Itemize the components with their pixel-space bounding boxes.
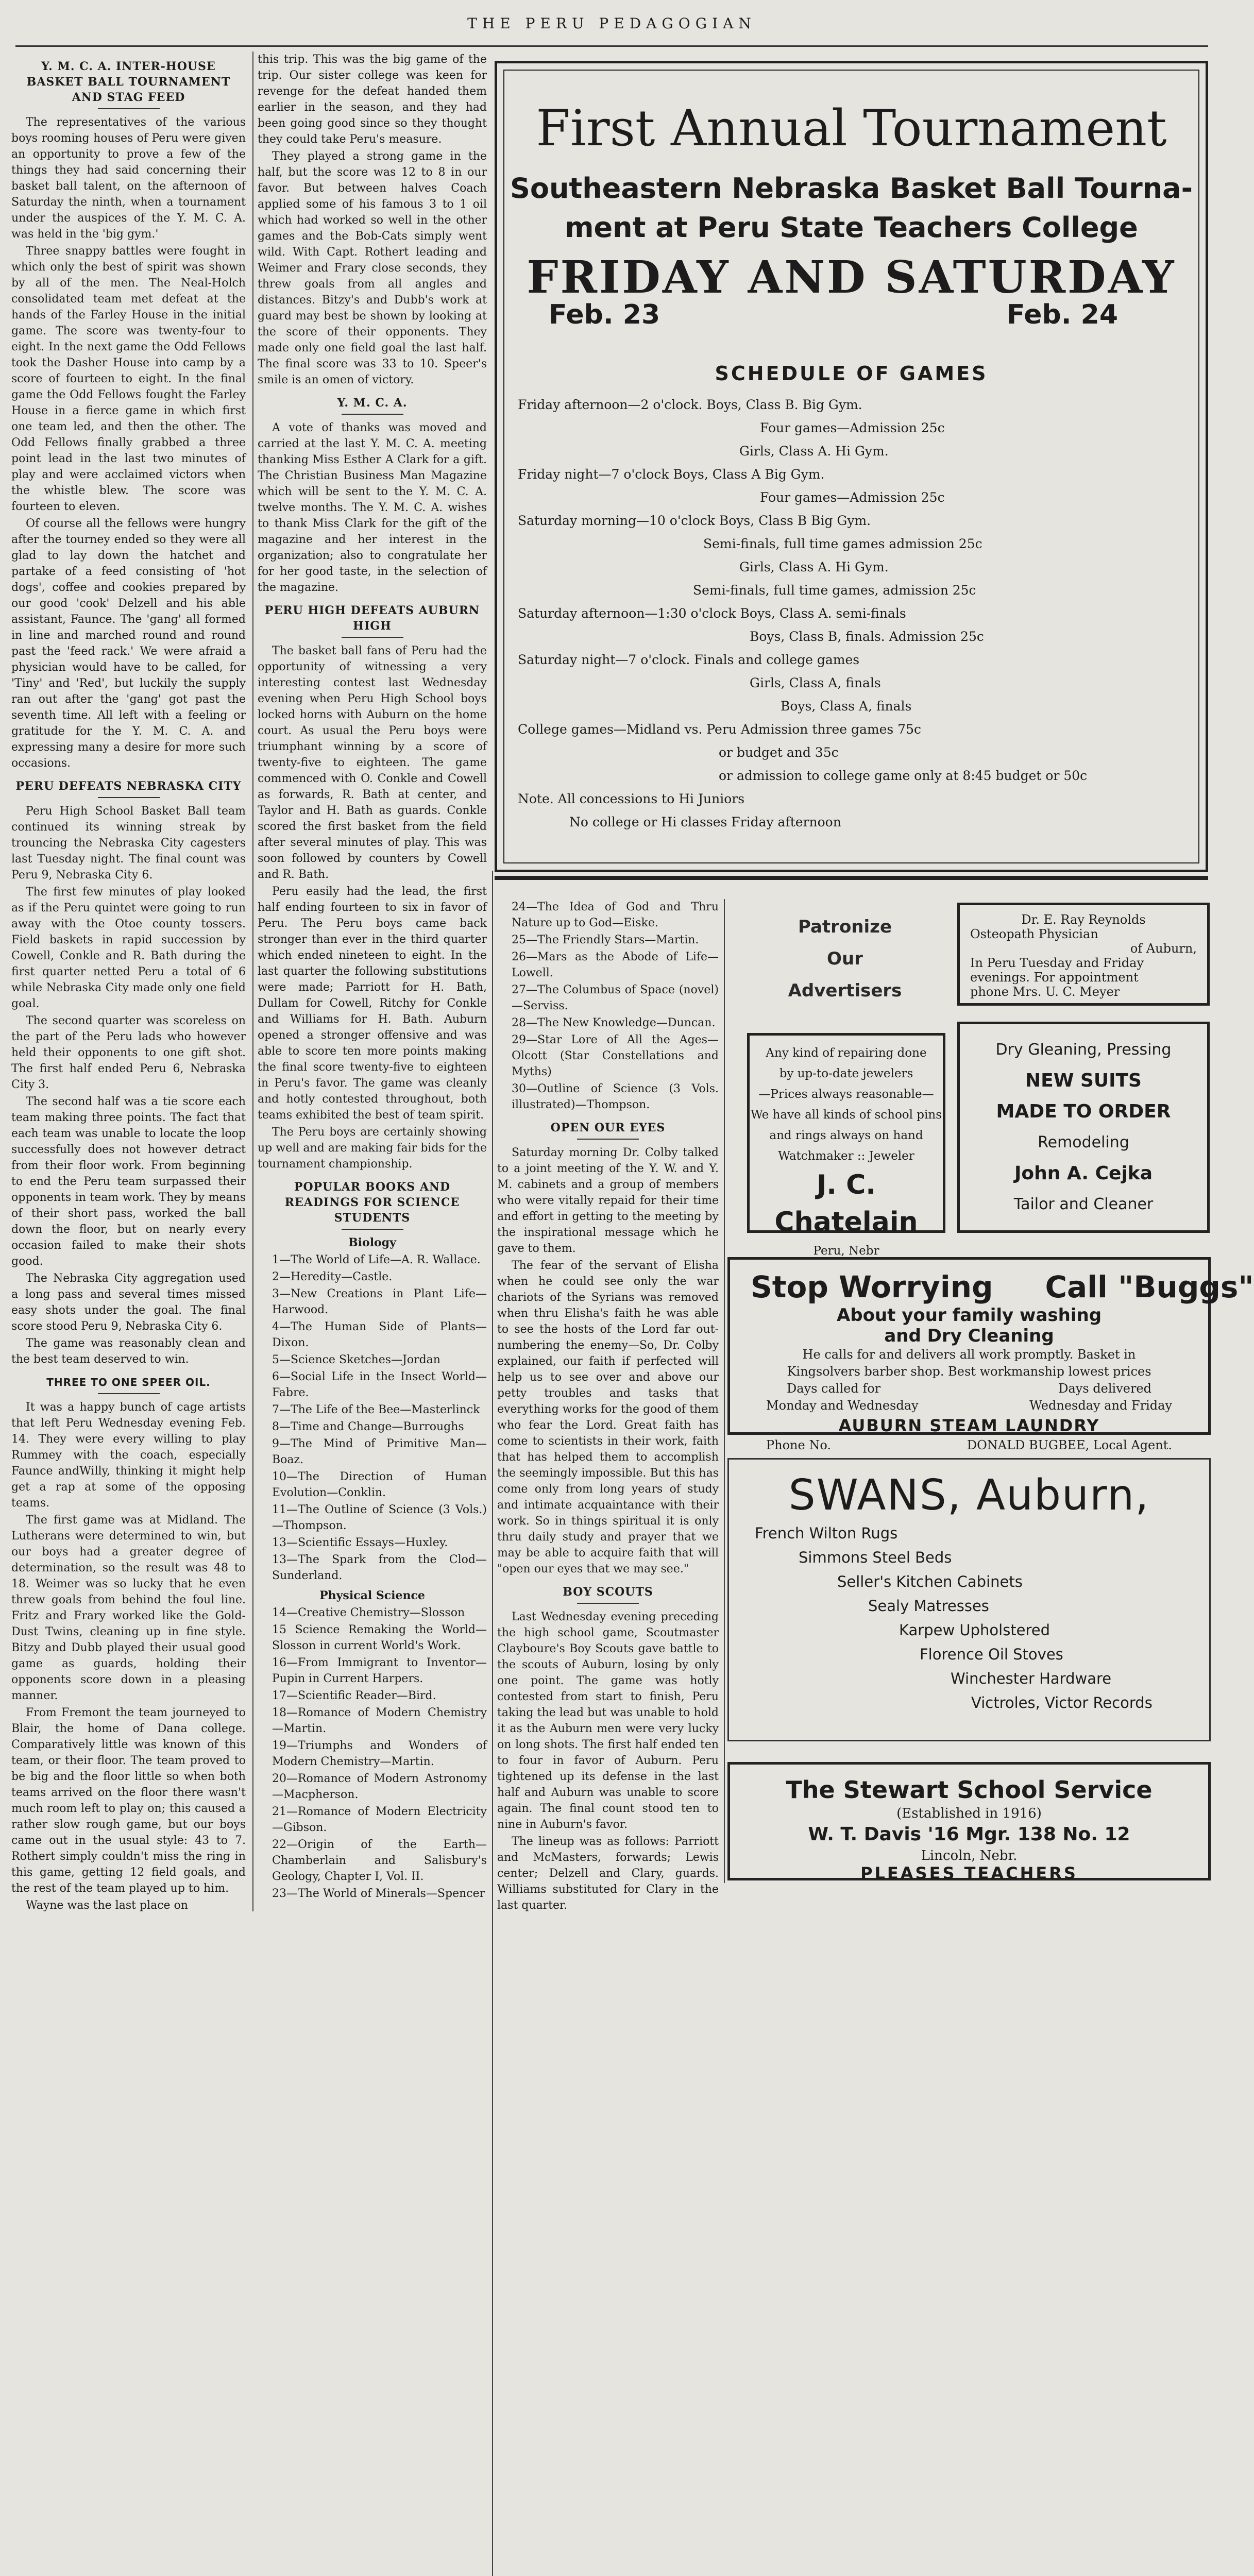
buggs-laundry-ad — [727, 1257, 1254, 1452]
ad-line: Wednesday and Friday — [1029, 1398, 1172, 1413]
schedule-line: Saturday afternoon—1:30 o'clock Boys, Class A. semi-finals — [518, 606, 906, 621]
schedule-line: Saturday morning—10 o'clock Boys, Class B Big Gym. — [518, 513, 871, 528]
column-rule — [252, 52, 253, 1911]
patronize-line: Patronize — [798, 917, 892, 937]
divider — [98, 108, 160, 109]
book-item: 24—The Idea of God and Thru Nature up to God—Eiske. — [512, 901, 719, 929]
divider — [342, 1229, 403, 1230]
ad-line: Dry Gleaning, Pressing — [995, 1041, 1172, 1059]
ad-line: Kingsolvers barber shop. Best workmanship lowest prices — [787, 1364, 1151, 1379]
schedule-line: Semi-finals, full time games, admission 25c — [693, 583, 976, 598]
swans-item: Seller's Kitchen Cabinets — [837, 1573, 1023, 1590]
swans-item: Florence Oil Stoves — [920, 1646, 1063, 1663]
schedule-list — [518, 393, 1195, 834]
ad-line: Remodeling — [1038, 1133, 1129, 1151]
stewart-title: The Stewart School Service — [786, 1776, 1153, 1804]
divider — [342, 637, 403, 638]
book-item: 7—The Life of the Bee—Masterlinck — [272, 1403, 480, 1416]
ad-line: W. T. Davis '16 Mgr. 138 No. 12 — [808, 1824, 1130, 1845]
tournament-announcement — [495, 61, 1208, 872]
ad-line: evenings. For appointment — [970, 970, 1139, 985]
schedule-line: Saturday night—7 o'clock. Finals and college games — [518, 652, 860, 667]
article-paragraph: Saturday morning Dr. Colby talked to a joint meeting of the Y. W. and Y. M. cabinets and a group of members who were vitally repaid for their time and effort in getting to the meeting by the inspirational message which he gave to them. — [497, 1146, 719, 1255]
buggs-headline: Stop Worrying Call "Buggs" — [751, 1269, 1254, 1304]
stewart-ad — [727, 1762, 1211, 1883]
book-item: 28—The New Knowledge—Duncan. — [512, 1016, 716, 1029]
article-paragraph: It was a happy bunch of cage artists that left Peru Wednesday evening Feb. 14. They were every willing to play Rummey with the coach, especially Faunce andWilly, thinking it might help get a rap at some of the opposing teams. — [11, 1401, 246, 1510]
ad-line: (Established in 1916) — [896, 1806, 1042, 1821]
article-paragraph: The game was reasonably clean and the best team deserved to win. — [11, 1337, 246, 1366]
book-item: 14—Creative Chemistry—Slosson — [272, 1606, 465, 1619]
ad-line: —Prices always reasonable— — [758, 1088, 934, 1101]
column-2 — [258, 52, 487, 1922]
patronize-line: Our — [827, 948, 863, 969]
divider — [342, 414, 403, 415]
book-item: 19—Triumphs and Wonders of Modern Chemistry—Martin. — [272, 1739, 487, 1768]
book-item: 1—The World of Life—A. R. Wallace. — [272, 1253, 481, 1266]
ad-line: DONALD BUGBEE, Local Agent. — [967, 1438, 1172, 1452]
ad-line: phone Mrs. U. C. Meyer — [970, 985, 1120, 999]
book-item: 3—New Creations in Plant Life—Harwood. — [272, 1287, 487, 1316]
schedule-line: College games—Midland vs. Peru Admission three games 75c — [518, 722, 921, 737]
article-paragraph: They played a strong game in the half, but the score was 12 to 8 in our favor. But between halves Coach applied some of his famous 3 to 1 oil which had worked so well in the other games and the Bob-Cats simply went wild. With Capt. Rothert leading and Weimer and Frary close seconds, they threw goals from all angles and distances. Bitzy's and Dubb's work at guard may best be shown by looking at the score of their opponents. They made only one field goal the last half. The final score was 33 to 10. Speer's smile is an omen of victory. — [258, 150, 487, 386]
schedule-line: Girls, Class A. Hi Gym. — [739, 444, 889, 459]
tournament-date: Feb. 23 — [549, 299, 660, 330]
article-paragraph: Peru High School Basket Ball team continued its winning streak by trouncing the Nebraska City cagesters last Tuesday night. The final count was Peru 9, Nebraska City 6. — [11, 805, 246, 882]
schedule-line: Girls, Class A, finals — [750, 675, 881, 690]
schedule-heading: SCHEDULE OF GAMES — [715, 362, 988, 385]
tournament-subtitle-line: ment at Peru State Teachers College — [565, 211, 1138, 244]
chatelain-name: J. C. Chatelain — [774, 1170, 918, 1238]
article-paragraph: Peru easily had the lead, the first half ending fourteen to six in favor of Peru. The Peru boys came back stronger than ever in the third quarter which ended nineteen to eight. In the last quarter the following substitutions were made; Parriott for H. Bath, Dullam for Cowell, Ritchy for Conkle and Williams for H. Bath. Auburn opened a stronger offensive and was able to score ten more points making the final score twenty-five to eighteen in Peru's favor. The game was cleanly and hotly contested throughout, both teams exhibited the best of team spirit. — [258, 885, 487, 1122]
schedule-line: Note. All concessions to Hi Juniors — [518, 791, 745, 806]
schedule-line: Boys, Class B, finals. Admission 25c — [750, 629, 984, 644]
article-paragraph: Last Wednesday evening preceding the high school game, Scoutmaster Clayboure's Boy Scouts gave battle to the scouts of Auburn, losing by only one point. The game was hotly contested from start to finish, Peru taking the lead but was unable to hold it as the Auburn men were very lucky on long shots. The first half ended ten to four in favor of Auburn. Peru tightened up its defense in the last half and Auburn was unable to score again. The final count stood ten to nine in Auburn's favor. — [497, 1611, 719, 1831]
swans-item: French Wilton Rugs — [755, 1524, 898, 1542]
ad-line: and rings always on hand — [769, 1129, 923, 1142]
ad-line: Osteopath Physician — [970, 927, 1098, 941]
auburn-headline: PERU HIGH DEFEATS AUBURN HIGH — [264, 604, 480, 633]
ad-line: About your family washing — [836, 1305, 1102, 1326]
ad-line: PLEASES TEACHERS — [860, 1863, 1078, 1883]
article-paragraph: The lineup was as follows: Parriott and McMasters, forwards; Lewis center; Delzell and Clary, guards. Williams substituted for Clary in the last quarter. — [497, 1835, 719, 1912]
book-item: 15 Science Remaking the World—Slosson in current World's Work. — [272, 1623, 487, 1652]
ymca-tournament-headline: Y. M. C. A. INTER-HOUSE BASKET BALL TOURNAMENT AND STAG FEED — [26, 60, 231, 104]
ad-line: and Dry Cleaning — [884, 1326, 1054, 1346]
schedule-line: or budget and 35c — [719, 745, 839, 760]
ad-line: In Peru Tuesday and Friday — [970, 956, 1144, 970]
article-paragraph: The second quarter was scoreless on the part of the Peru lads who however held their opponents to one gift shot. The first half ended Peru 6, Nebraska City 3. — [11, 1014, 246, 1091]
divider — [98, 797, 160, 798]
laundry-name: AUBURN STEAM LAUNDRY — [838, 1416, 1100, 1435]
schedule-line: Boys, Class A, finals — [781, 699, 912, 714]
article-paragraph: The first game was at Midland. The Lutherans were determined to win, but our boys had a greater degree of determination, so the result was 48 to 18. Weimer was so lucky that he even threw goals from behind the foul line. Fritz and Frary worked like the Gold-Dust Twins, cleaning up in fine style. Bitzy and Dubb played their usual good game as guards, holding their opponents score down in a pleasing manner. — [11, 1514, 246, 1702]
schedule-line: Four games—Admission 25c — [760, 420, 945, 435]
book-item: 6—Social Life in the Insect World—Fabre. — [272, 1370, 487, 1399]
article-paragraph: From Fremont the team journeyed to Blair, the home of Dana college. Comparatively little was known of this team, or their floor. The team proved to be big and the floor little so when both teams arrived on the floor there wasn't much room left to play on; this caused a rather slow rough game, but our boys came out in the usual style: 43 to 7. Rothert simply couldn't miss the ring in this game, getting 12 field goals, and the rest of the team played up to him. — [11, 1706, 246, 1895]
tournament-subtitle-line: Southeastern Nebraska Basket Ball Tourna- — [510, 172, 1193, 205]
schedule-line: Friday night—7 o'clock Boys, Class A Big Gym. — [518, 467, 825, 482]
article-paragraph: The Nebraska City aggregation used a long pass and several times missed easy shots under the goal. The final score stood Peru 9, Nebraska City 6. — [11, 1272, 246, 1333]
divider — [98, 1393, 160, 1394]
article-paragraph: The representatives of the various boys rooming houses of Peru were given an opportunity to prove a few of the things they had said concerning their basket ball talent, on the afternoon of Saturday the ninth, when a tournament under the auspices of the Y. M. C. A. was held in the 'big gym.' — [11, 116, 246, 241]
ad-line: Tailor and Cleaner — [1013, 1195, 1154, 1213]
schedule-line: or admission to college game only at 8:45 budget or 50c — [719, 768, 1088, 783]
swans-item: Simmons Steel Beds — [799, 1549, 952, 1566]
ad-line: NEW SUITS — [1025, 1070, 1142, 1091]
ymca-headline: Y. M. C. A. — [337, 396, 408, 410]
ad-line: Peru, Nebr — [813, 1244, 879, 1258]
book-item: 18—Romance of Modern Chemistry—Martin. — [272, 1706, 487, 1735]
ad-line: Monday and Wednesday — [766, 1398, 919, 1413]
cejka-name: John A. Cejka — [1014, 1163, 1153, 1184]
swans-item: Karpew Upholstered — [899, 1621, 1050, 1639]
books-headline: POPULAR BOOKS AND READINGS FOR SCIENCE STUDENTS — [284, 1180, 460, 1225]
book-item: 20—Romance of Modern Astronomy—Macpherson. — [272, 1772, 487, 1801]
ad-row — [751, 1380, 1188, 1397]
ad-line: Days delivered — [1058, 1381, 1151, 1396]
reynolds-ad — [957, 903, 1210, 1006]
ad-line: MADE TO ORDER — [996, 1101, 1171, 1122]
article-paragraph: this trip. This was the big game of the trip. Our sister college was keen for revenge for the defeat handed them earlier in the season, and they had been going good since so they thought they could take Peru's measure. — [258, 53, 487, 146]
tournament-days: FRIDAY AND SATURDAY — [527, 251, 1176, 303]
ad-line: We have all kinds of school pins — [750, 1108, 942, 1122]
column-rule — [724, 899, 725, 1883]
swans-item: Sealy Matresses — [868, 1597, 989, 1615]
masthead-rule — [15, 45, 1208, 47]
book-item: 5—Science Sketches—Jordan — [272, 1353, 440, 1366]
nebraska-city-headline: PERU DEFEATS NEBRASKA CITY — [15, 779, 242, 793]
article-paragraph: The basket ball fans of Peru had the opportunity of witnessing a very interesting contest last Wednesday evening when Peru High School boys locked horns with Auburn on the home court. As usual the Peru boys were triumphant winning by a score of twenty-five to eighteen. The game commenced with O. Conkle and Cowell as forwards, R. Bath at center, and Taylor and H. Bath as guards. Conkle scored the first basket from the field after several minutes of play. This was soon followed by counters by Cowell and R. Bath. — [258, 645, 487, 881]
article-paragraph: The second half was a tie score each team making three points. The fact that each team was unable to locate the loop successfully does not however detract from their floor work. From beginning to end the Peru team surpassed their opponents in team work. They by means of their short pass, worked the ball down the floor, but on nearly every occasion failed to make their shots good. — [11, 1095, 246, 1268]
tournament-title: First Annual Tournament — [536, 99, 1167, 157]
speer-oil-headline: THREE TO ONE SPEER OIL. — [46, 1376, 211, 1388]
swans-title: SWANS, Auburn, — [788, 1471, 1150, 1520]
book-item: 27—The Columbus of Space (novel)—Serviss. — [512, 984, 719, 1012]
biology-subhead: Biology — [348, 1236, 396, 1249]
ad-row — [751, 1437, 1188, 1454]
article-paragraph: The fear of the servant of Elisha when he could see only the war chariots of the Syrians was removed when thru Elisha's faith he was able to see the hosts of the Lord far out-numbering the enemy—So, Dr. Colby explained, our faith if perfected will help us to see over and above our petty troubles and tasks that everything works for the good of them who fear the Lord. Great faith has come to scientists in their work, faith that has helped them to accomplish the seemingly impossible. But this has come only from long years of study and intimate acquaintance with their work. So in things spiritual it is only thru daily study and prayer that we may be able to acquire faith that will "open our eyes that we may see." — [497, 1259, 719, 1575]
ad-line: Lincoln, Nebr. — [921, 1848, 1018, 1863]
book-item: 13—Scientific Essays—Huxley. — [272, 1536, 448, 1549]
book-item: 11—The Outline of Science (3 Vols.)—Thompson. — [272, 1503, 487, 1532]
patronize-ad — [747, 903, 943, 1031]
schedule-line: Semi-finals, full time games admission 25c — [703, 536, 982, 551]
schedule-line: Four games—Admission 25c — [760, 490, 945, 505]
book-item: 29—Star Lore of All the Ages—Olcott (Star Constellations and Myths) — [512, 1033, 719, 1078]
book-item: 22—Origin of the Earth—Chamberlain and Salisbury's Geology, Chapter I, Vol. II. — [272, 1838, 487, 1883]
ad-line: Phone No. — [766, 1438, 831, 1452]
book-item: 30—Outline of Science (3 Vols. illustrated)—Thompson. — [512, 1082, 719, 1111]
article-paragraph: A vote of thanks was moved and carried at the last Y. M. C. A. meeting thanking Miss Esther A Clark for a gift. The Christian Business Man Magazine which will be sent to the Y. M. C. A. twelve months. The Y. M. C. A. wishes to thank Miss Clark for the gift of the magazine and her interest in the organization; also to congratulate her for her good taste, in the selection of the magazine. — [258, 421, 487, 594]
column-1 — [11, 52, 246, 1922]
swans-item: Victroles, Victor Records — [971, 1694, 1153, 1711]
ad-line: by up-to-date jewelers — [779, 1067, 913, 1080]
masthead: THE PERU PEDAGOGIAN — [467, 15, 756, 32]
swans-ad — [727, 1458, 1211, 1741]
schedule-line: No college or Hi classes Friday afternoon — [569, 815, 841, 829]
ad-line: He calls for and delivers all work promptly. Basket in — [802, 1347, 1136, 1362]
book-item: 13—The Spark from the Clod—Sunderland. — [272, 1553, 487, 1582]
tournament-subtitle — [497, 169, 1206, 247]
chatelain-ad — [747, 1033, 945, 1258]
book-item: 23—The World of Minerals—Spencer — [272, 1887, 485, 1900]
divider — [577, 1139, 639, 1140]
book-item: 9—The Mind of Primitive Man—Boaz. — [272, 1437, 487, 1466]
article-paragraph: The Peru boys are certainly showing up well and are making fair bids for the tournament championship. — [258, 1126, 487, 1171]
article-paragraph: Wayne was the last place on — [26, 1899, 188, 1912]
column-3 — [497, 899, 719, 1912]
ad-row — [751, 1397, 1188, 1414]
book-item: 10—The Direction of Human Evolution—Conklin. — [272, 1470, 487, 1499]
ad-line: Watchmaker :: Jeweler — [778, 1149, 914, 1163]
ad-line: Days called for — [787, 1381, 881, 1396]
physical-science-subhead: Physical Science — [319, 1589, 425, 1602]
ad-line: of Auburn, — [1130, 941, 1197, 956]
book-item: 16—From Immigrant to Inventor—Pupin in Current Harpers. — [272, 1656, 487, 1685]
swans-item: Winchester Hardware — [951, 1670, 1112, 1687]
book-item: 8—Time and Change—Burroughs — [272, 1420, 464, 1433]
article-paragraph: The first few minutes of play looked as if the Peru quintet were going to run away with the Otoe county tossers. Field baskets in rapid succession by Cowell, Conkle and R. Bath during the first quarter netted Peru a total of 6 while Nebraska City made only one field goal. — [11, 886, 246, 1010]
book-item: 26—Mars as the Abode of Life—Lowell. — [512, 951, 719, 979]
book-item: 2—Heredity—Castle. — [272, 1270, 393, 1283]
book-item: 21—Romance of Modern Electricity—Gibson. — [272, 1805, 487, 1834]
article-paragraph: Three snappy battles were fought in which only the best of spirit was shown by all of the men. The Neal-Holch consolidated team met defeat at the hands of the Farley House in the initial game. The score was twenty-four to eight. In the next game the Odd Fellows took the Dasher House into camp by a score of fourteen to eight. In the final game the Odd Fellows fought the Farley House in a fierce game in which first one team led, and then the other. The Odd Fellows finally grabbed a three point lead in the last two minutes of play and were acclaimed victors when the whistle blew. The score was fourteen to eleven. — [11, 245, 246, 513]
article-paragraph: Of course all the fellows were hungry after the tourney ended so they were all glad to lay down the hatchet and partake of a feed consisting of 'hot dogs', coffee and cookies prepared by our good 'cook' Delzell and his able assistant, Faunce. The 'gang' all formed in line and marched round and round past the 'feed rack.' We were afraid a physician would have to be called, for 'Tiny' and 'Red', but luckily the supply ran out after the 'gang' got past the seventh time. All left with a feeling or gratitude for the Y. M. C. A. and expressing many a desire for more such occasions. — [11, 517, 246, 770]
tournament-bottom-rule — [495, 876, 1208, 880]
open-eyes-headline: OPEN OUR EYES — [550, 1121, 666, 1134]
boy-scouts-headline: BOY SCOUTS — [563, 1585, 653, 1599]
divider — [577, 1603, 639, 1604]
patronize-line: Advertisers — [788, 980, 902, 1001]
cejka-ad — [957, 1022, 1210, 1233]
book-item: 17—Scientific Reader—Bird. — [272, 1689, 436, 1702]
schedule-line: Girls, Class A. Hi Gym. — [739, 560, 889, 574]
schedule-line: Friday afternoon—2 o'clock. Boys, Class B. Big Gym. — [518, 397, 862, 412]
column-rule — [492, 871, 493, 2576]
ad-line: Any kind of repairing done — [766, 1046, 927, 1060]
tournament-date: Feb. 24 — [1006, 299, 1118, 330]
book-item: 25—The Friendly Stars—Martin. — [512, 934, 699, 946]
ad-line: Dr. E. Ray Reynolds — [1021, 912, 1146, 927]
book-item: 4—The Human Side of Plants—Dixon. — [272, 1320, 487, 1349]
